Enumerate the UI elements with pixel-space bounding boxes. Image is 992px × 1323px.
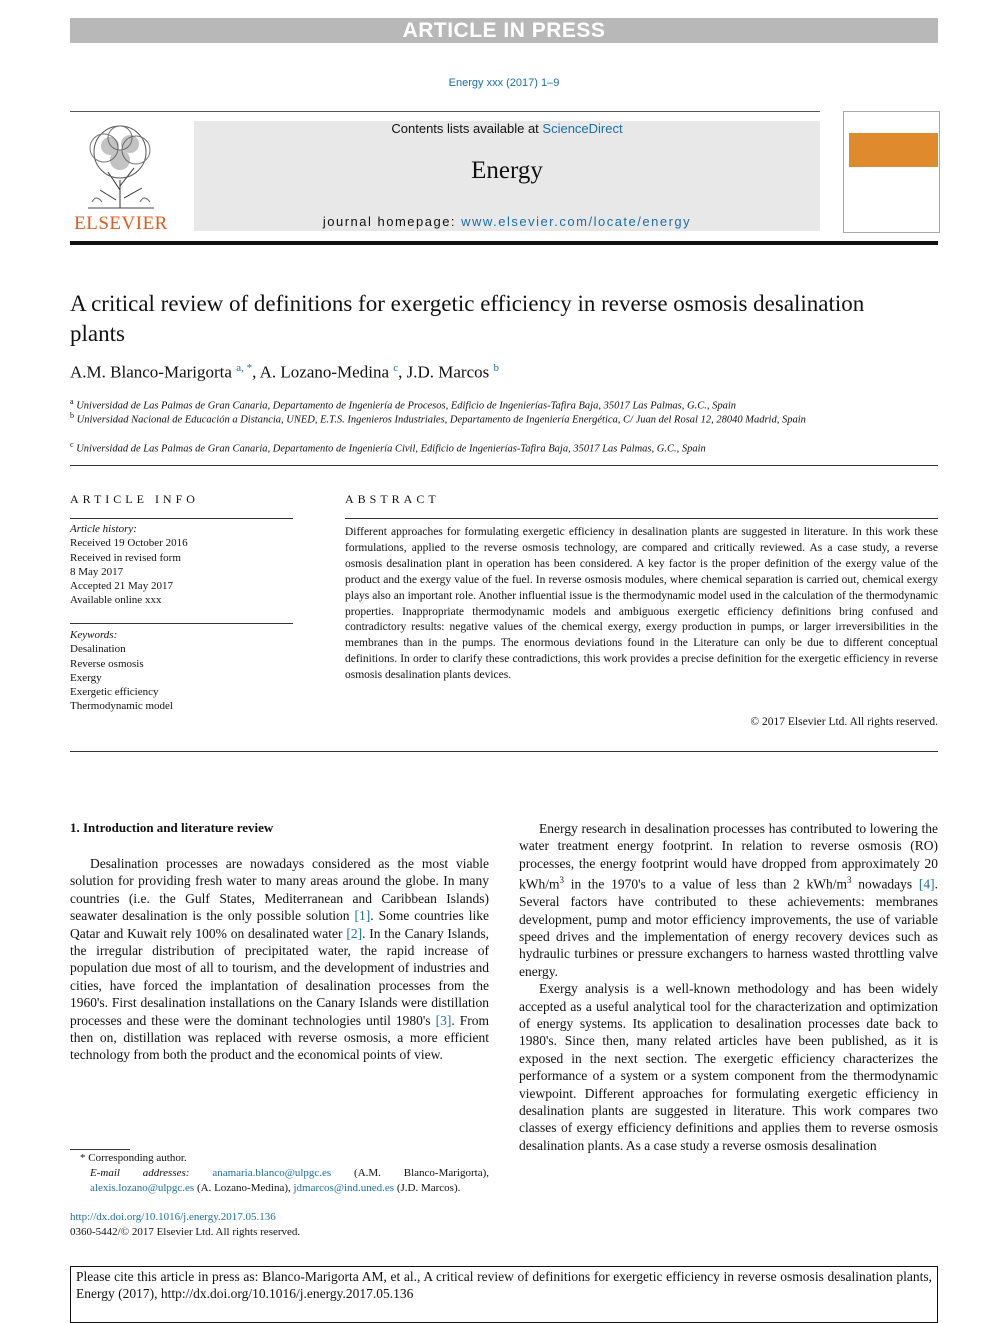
email-owner: (A. Lozano-Medina), [194,1182,294,1194]
email-link[interactable]: alexis.lozano@ulpgc.es [90,1182,195,1194]
article-info-heading: ARTICLE INFO [70,492,199,506]
corresponding-author-note: * Corresponding author. [80,1152,187,1164]
email-label: E-mail addresses: [90,1167,213,1179]
abstract-text: Different approaches for formulating exergetic efficiency in desalination plants are suggested in literature. In this work these formulations, applied to the reverse osmosis technology, are compared and critically reviewed. As a case study, a reverse osmosis desalination plant in operation has been considered. A key factor is the proper definition of the exergy value of the product and the exergy value of the fuel. In reverse osmosis modules, where chemical separation is carried out, chemical exergy plays also an important role. Another influential issue is the thermodynamic model used in the calculation of the thermodynamic properties. Inappropriate thermodynamic models and ambiguous exergetic efficiency definitions bring confused and contradictory results: negative values of the chemical exergy, exergy production in pumps, or larger irreversibilities in the membranes than in the pumps. The enormous deviations found in the Literature can only be due to different conceptual definitions. In order to clarify these contradictions, this work provides a precise definition for the exergetic efficiency in reverse osmosis desalination plants devices. [345,526,938,682]
author-separator: , [398,362,407,382]
contents-prefix: Contents lists available at [391,121,543,136]
author-separator: , [252,362,260,382]
text-run: Energy research in desalination processes has contributed to lowering the water treatment energy footprint. In relation to reverse osmosis (RO) processes, the energy footprint would have dropped from approximately 20 kWh/m [519,821,938,892]
history-item: 8 May 2017 [70,565,124,578]
text-run: . In the Canary Islands, the irregular distribution of precipitated water, the rapid increase of population due most of all to tourism, and the development of industries and cities, have forced the implantation of desalination processes from the 1960's. First desalination installations on the Canary Islands were distillation processes and these were the dominant technologies until 1980's [70,925,490,1028]
affiliation [70,438,830,457]
affiliation-text: Universidad Nacional de Educación a Distancia, UNED, E.T.S. Ingenieros Industriales, Departamento de Ingeniería Energética, C/ Juan del Rosal 12, 28040 Madrid, Spain [76,414,806,426]
keyword: Exergetic efficiency [70,686,159,699]
abstract-heading: ABSTRACT [345,492,440,506]
citation-text: Please cite this article in press as: Blanco-Marigorta AM, et al., A critical review of definitions for exergetic efficiency in reverse osmosis desalination plants, Energy (2017), http://dx.doi.org/10.1016/j.energy.2017.05.136 [76,1269,932,1302]
footnotes [70,1151,489,1196]
abstract-copyright: © 2017 Elsevier Ltd. All rights reserved. [750,716,938,728]
section-heading-introduction: 1. Introduction and literature review [70,820,274,835]
issn-copyright: 0360-5442/© 2017 Elsevier Ltd. All rights reserved. [70,1226,301,1238]
abstract-bottom-rule [70,751,938,752]
sciencedirect-link[interactable]: ScienceDirect [542,121,623,136]
history-item: Received 19 October 2016 [70,537,188,550]
header-thick-rule [70,241,938,245]
author-name: J.D. Marcos [406,362,490,382]
article-history [70,522,295,608]
reference-link[interactable]: [1] [354,908,371,924]
abstract-rule [345,518,938,519]
text-run: . Some countries like Qatar and Kuwait rely 100% on desalinated water [70,908,489,941]
history-item: Accepted 21 May 2017 [70,580,173,593]
affiliation-label: c [70,440,74,449]
journal-cover-band [849,133,938,167]
email-link[interactable]: anamaria.blanco@ulpgc.es [212,1167,332,1179]
journal-name: Energy [471,157,543,184]
keyword: Exergy [70,671,102,684]
body-paragraph [70,855,489,1064]
keyword: Reverse osmosis [70,657,144,670]
text-run: Desalination processes are nowadays considered as the most viable solution for providing fresh water to many areas around the globe. In many countries (i.e. the Gulf States, Mediterranean and Caribbean Islands) seawater desalination is the only possible solution [70,856,489,924]
keywords-rule [70,623,293,624]
article-in-press-banner: ARTICLE IN PRESS [70,18,938,43]
reference-link[interactable]: [4] [918,876,935,892]
affiliation-label: a [70,397,74,406]
text-run: . From then on, distillation was replaced with reverse osmosis, a more efficient technology from both the product and the economical points of view. [70,1012,489,1063]
body-column-right [519,820,938,1154]
homepage-prefix: journal homepage: [322,214,462,229]
text-run: in the 1970's to a value of less than 2 kWh/m [564,876,847,892]
keyword: Desalination [70,643,126,656]
elsevier-wordmark: ELSEVIER [74,213,168,234]
doi-link[interactable]: http://dx.doi.org/10.1016/j.energy.2017.05.136 [70,1211,276,1223]
journal-reference[interactable]: Energy xxx (2017) 1–9 [448,77,560,89]
author-name: A. Lozano-Medina [259,362,389,382]
article-info-rule [70,518,293,519]
affiliation [70,409,830,428]
author-affiliation-mark[interactable]: b [493,362,500,374]
header-top-rule [70,111,820,112]
superscript: 3 [559,875,564,886]
affiliation-text: Universidad de Las Palmas de Gran Canaria, Departamento de Ingeniería de Procesos, Edificio de Ingenierías-Tafira Baja, 35017 Las Palmas, G.C., Spain [76,400,736,412]
superscript: 3 [847,875,852,886]
reference-link[interactable]: [3] [435,1012,452,1028]
journal-homepage-link[interactable]: www.elsevier.com/locate/energy [461,214,692,229]
reference-link[interactable]: [2] [346,925,363,941]
author-affiliation-mark[interactable]: a, * [236,362,253,374]
journal-homepage-line [194,214,820,229]
author-list [70,362,890,383]
affiliation-text: Universidad de Las Palmas de Gran Canaria, Departamento de Ingeniería Civil, Edificio de Ingenierías-Tafira Baja, 35017 Las Palmas, G.C., Spain [76,443,706,455]
footnote-rule [70,1149,130,1150]
text-run: nowadays [851,876,919,892]
email-link[interactable]: jdmarcos@ind.uned.es [293,1182,395,1194]
history-label: Article history: [70,523,137,535]
author-name: A.M. Blanco-Marigorta [70,362,232,382]
text-run: . Several factors have contributed to these achievements: membranes development, pump and motor efficiency improvements, the use of variable speed drives and the implementation of energy recovery devices such as hydraulic turbines or pressure exchangers to harness wasted throttling valve energy. [519,876,938,979]
contents-available-line [194,121,820,136]
author-affiliation-mark[interactable]: c [393,362,399,374]
article-title: A critical review of definitions for exergetic efficiency in reverse osmosis desalination plants [70,291,865,346]
history-item: Received in revised form [70,551,181,564]
email-owner: (J.D. Marcos). [394,1182,461,1194]
journal-cover-thumbnail [843,111,940,233]
email-owner: (A.M. Blanco-Marigorta), [331,1167,489,1179]
keywords-list [70,628,295,714]
body-paragraph: Exergy analysis is a well-known methodology and has been widely accepted as a useful analytical tool for the characterization and optimization of energy systems. Its application to desalination processes date back to 1980's. Since then, many related articles have been published, as it is exposed in the next section. The exergetic efficiency characterizes the performance of a system or a system component from the thermodynamic viewpoint. Different approaches for formulating exergetic efficiency in desalination plants are suggested in literature. This work compares two classes of exergy efficiency definitions and applies them to reverse osmosis desalination plants. As a case study a reverse osmosis desalination [519,981,938,1153]
affiliation-label: b [70,411,74,420]
body-column-left [70,855,489,1064]
body-paragraph [519,820,938,980]
keywords-label: Keywords: [70,629,118,641]
keyword: Thermodynamic model [70,700,173,713]
history-item: Available online xxx [70,594,162,607]
affiliations-rule [70,465,938,466]
email-addresses [70,1166,489,1196]
